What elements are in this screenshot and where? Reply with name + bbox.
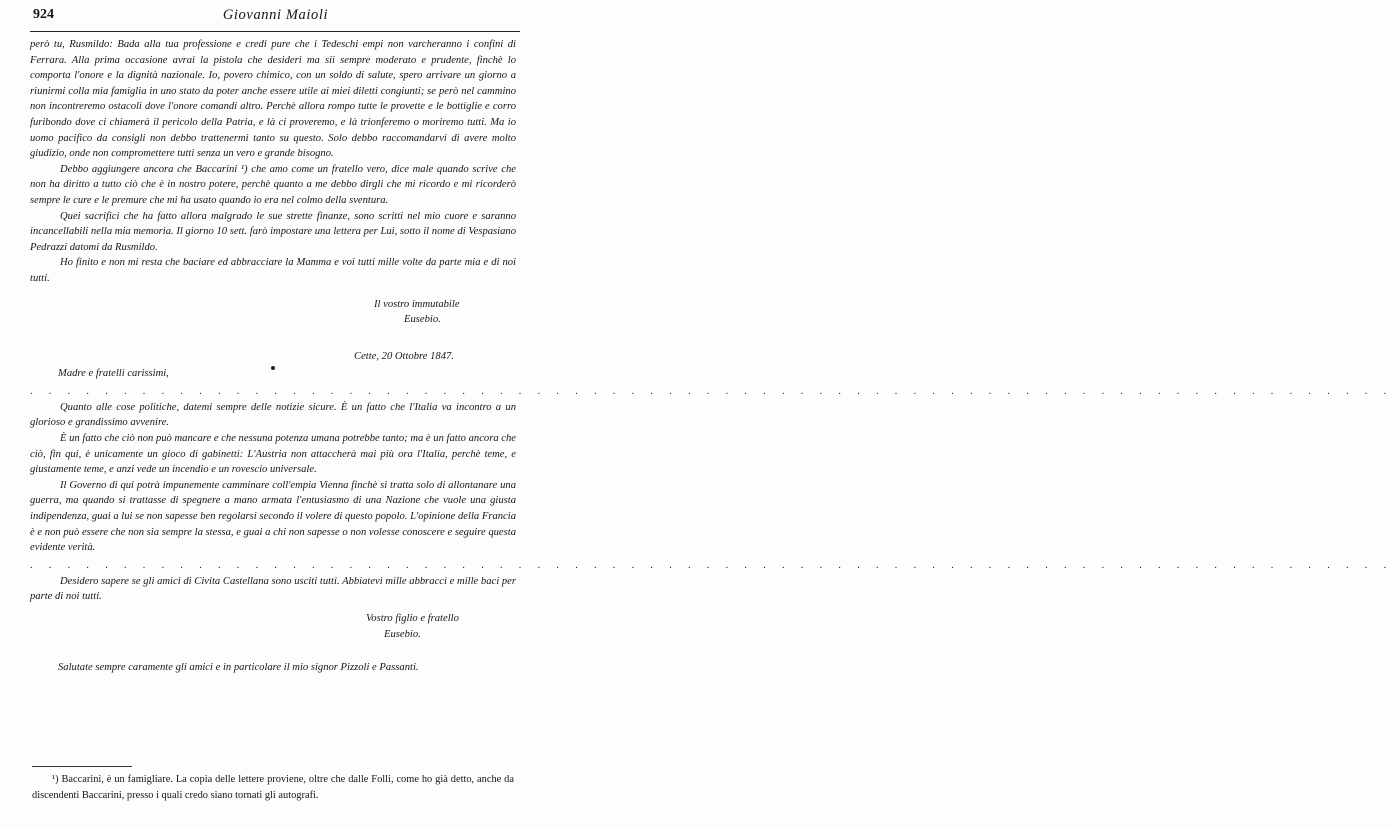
letter2-postscript: Salutate sempre caramente gli amici e in particolare il mio signor Pizzoli e Passanti. (58, 662, 419, 674)
letter2-paragraph-3: Il Governo di qui potrà impunemente camminare coll'empia Vienna finchè si tratta solo di allontanare una guerra, ma quando si trattasse di spegnere a mano armata l'entusiasmo di una Nazione che vuole una giusta indipendenza, guai a lui se non sapesse ben regolarsi secondo il volere di questo popolo. L'opinione della Francia è e non può essere che non sia sempre la stessa, e guai a chi non sapesse o non volesse conoscere e seguire questa evidente verità. (30, 479, 516, 554)
running-header (33, 7, 518, 31)
letter2-signature-block (30, 611, 516, 642)
letter1-paragraph-2: Debbo aggiungere ancora che Baccarini ¹) che amo come un fratello vero, dice male quando scrive che non ha diritto a tutto ciò che è in nostro potere, perchè quanto a me debbo dirgli che mi ricordo e mi ricorderò sempre le cure e le premure che mi ha usato quando io era nel colmo della sventura. (30, 163, 516, 206)
footnote (32, 772, 514, 803)
letter1-signature-block (30, 297, 516, 328)
letter1-signature: Eusebio. (404, 314, 441, 326)
letter1-paragraph-1: però tu, Rusmildo: Bada alla tua professione e credi pure che i Tedeschi empi non varcheranno i confini di Ferrara. Alla prima occasione avrai la pistola che desideri ma sii sempre moderato e prudente, finchè lo comporta l'onore e la dignità nazionale. Io, povero chimico, con un soldo di salute, spero arrivare un giorno a riunirmi colla mia famiglia in uno stato da poter anche essere utile ai miei diletti congiunti; se però nel cammino non incontreremo ostacoli dove l'onore comandi altro. Perchè allora rompo tutte le provette e le bottiglie e corro furibondo dove ci chiamerà il pericolo della Patria, e là ci proveremo, e là trionferemo o moriremo tutti. Ma io uomo pacifico da consigli non debbo trattenermi tanto su questo. Solo debbo raccomandarvi di avere molto giudizio, onde non compromettere tutti senza un vero e grande bisogno. (30, 39, 516, 160)
letter1-closing: Il vostro immutabile (374, 298, 460, 310)
letter2-signature: Eusebio. (384, 628, 421, 640)
ink-speck (271, 366, 275, 370)
letter2-paragraph-2: È un fatto che ciò non può mancare e che nessuna potenza umana potrebbe tanto; ma è un fatto ancora che ciò, fin qui, è unicamente un gioco di gabinetti: L'Austria non attaccherà mai più ora l'Italia, perchè teme, e giustamente teme, e anzi vede un incendio e un rovescio universale. (30, 433, 516, 476)
letter2-salutation: Madre e fratelli carissimi, (58, 368, 169, 380)
letter2-dateline: Cette, 20 Ottobre 1847. (354, 350, 454, 362)
letter2-closing: Vostro figlio e fratello (366, 613, 459, 624)
letter2-paragraph-4: Desidero sapere se gli amici di Civita Castellana sono usciti tutti. Abbiatevi mille abbracci e mille baci per parte di noi tutti. (30, 575, 516, 603)
running-title: Giovanni Maioli (222, 7, 329, 23)
header-rule (30, 31, 520, 32)
ellipsis-row-2: . . . . . . . . . . . . . . . . . . . . . . . . . . . . . . . . . . . . . . . . . . . . . . . . . . . . . . . . . . . . . . . . . . . . . . . . . (30, 559, 1393, 571)
ellipsis-row-1: . . . . . . . . . . . . . . . . . . . . . . . . . . . . . . . . . . . . . . . . . . . . . . . . . . . . . . . . . . . . . . . . . . . . . . . . . (30, 385, 1393, 397)
letter2-paragraph-1: Quanto alle cose politiche, datemi sempre delle notizie sicure. È un fatto che l'Italia va incontro a un glorioso e grandissimo avvenire. (30, 401, 516, 429)
main-text (30, 37, 1393, 676)
footnote-text: ¹) Baccarini, è un famigliare. La copia delle lettere proviene, oltre che dalle Folli, come ho già detto, anche da discendenti Baccarini, presso i quali credo siano tornati gli autografi. (32, 774, 514, 801)
letter1-paragraph-3: Quei sacrifici che ha fatto allora malgrado le sue strette finanze, sono scritti nel mio cuore e saranno incancellabili nella mia memoria. Il giorno 10 sett. farò impostare una lettera per Lui, sotto il nome di Vespasiano Pedrazzi datomi da Rusmildo. (30, 210, 516, 253)
letter1-paragraph-4: Ho finito e non mi resta che baciare ed abbracciare la Mamma e voi tutti mille volte da parte mia e di noi tutti. (30, 257, 516, 284)
footnote-rule (32, 766, 132, 767)
page-number: 924 (33, 7, 54, 22)
